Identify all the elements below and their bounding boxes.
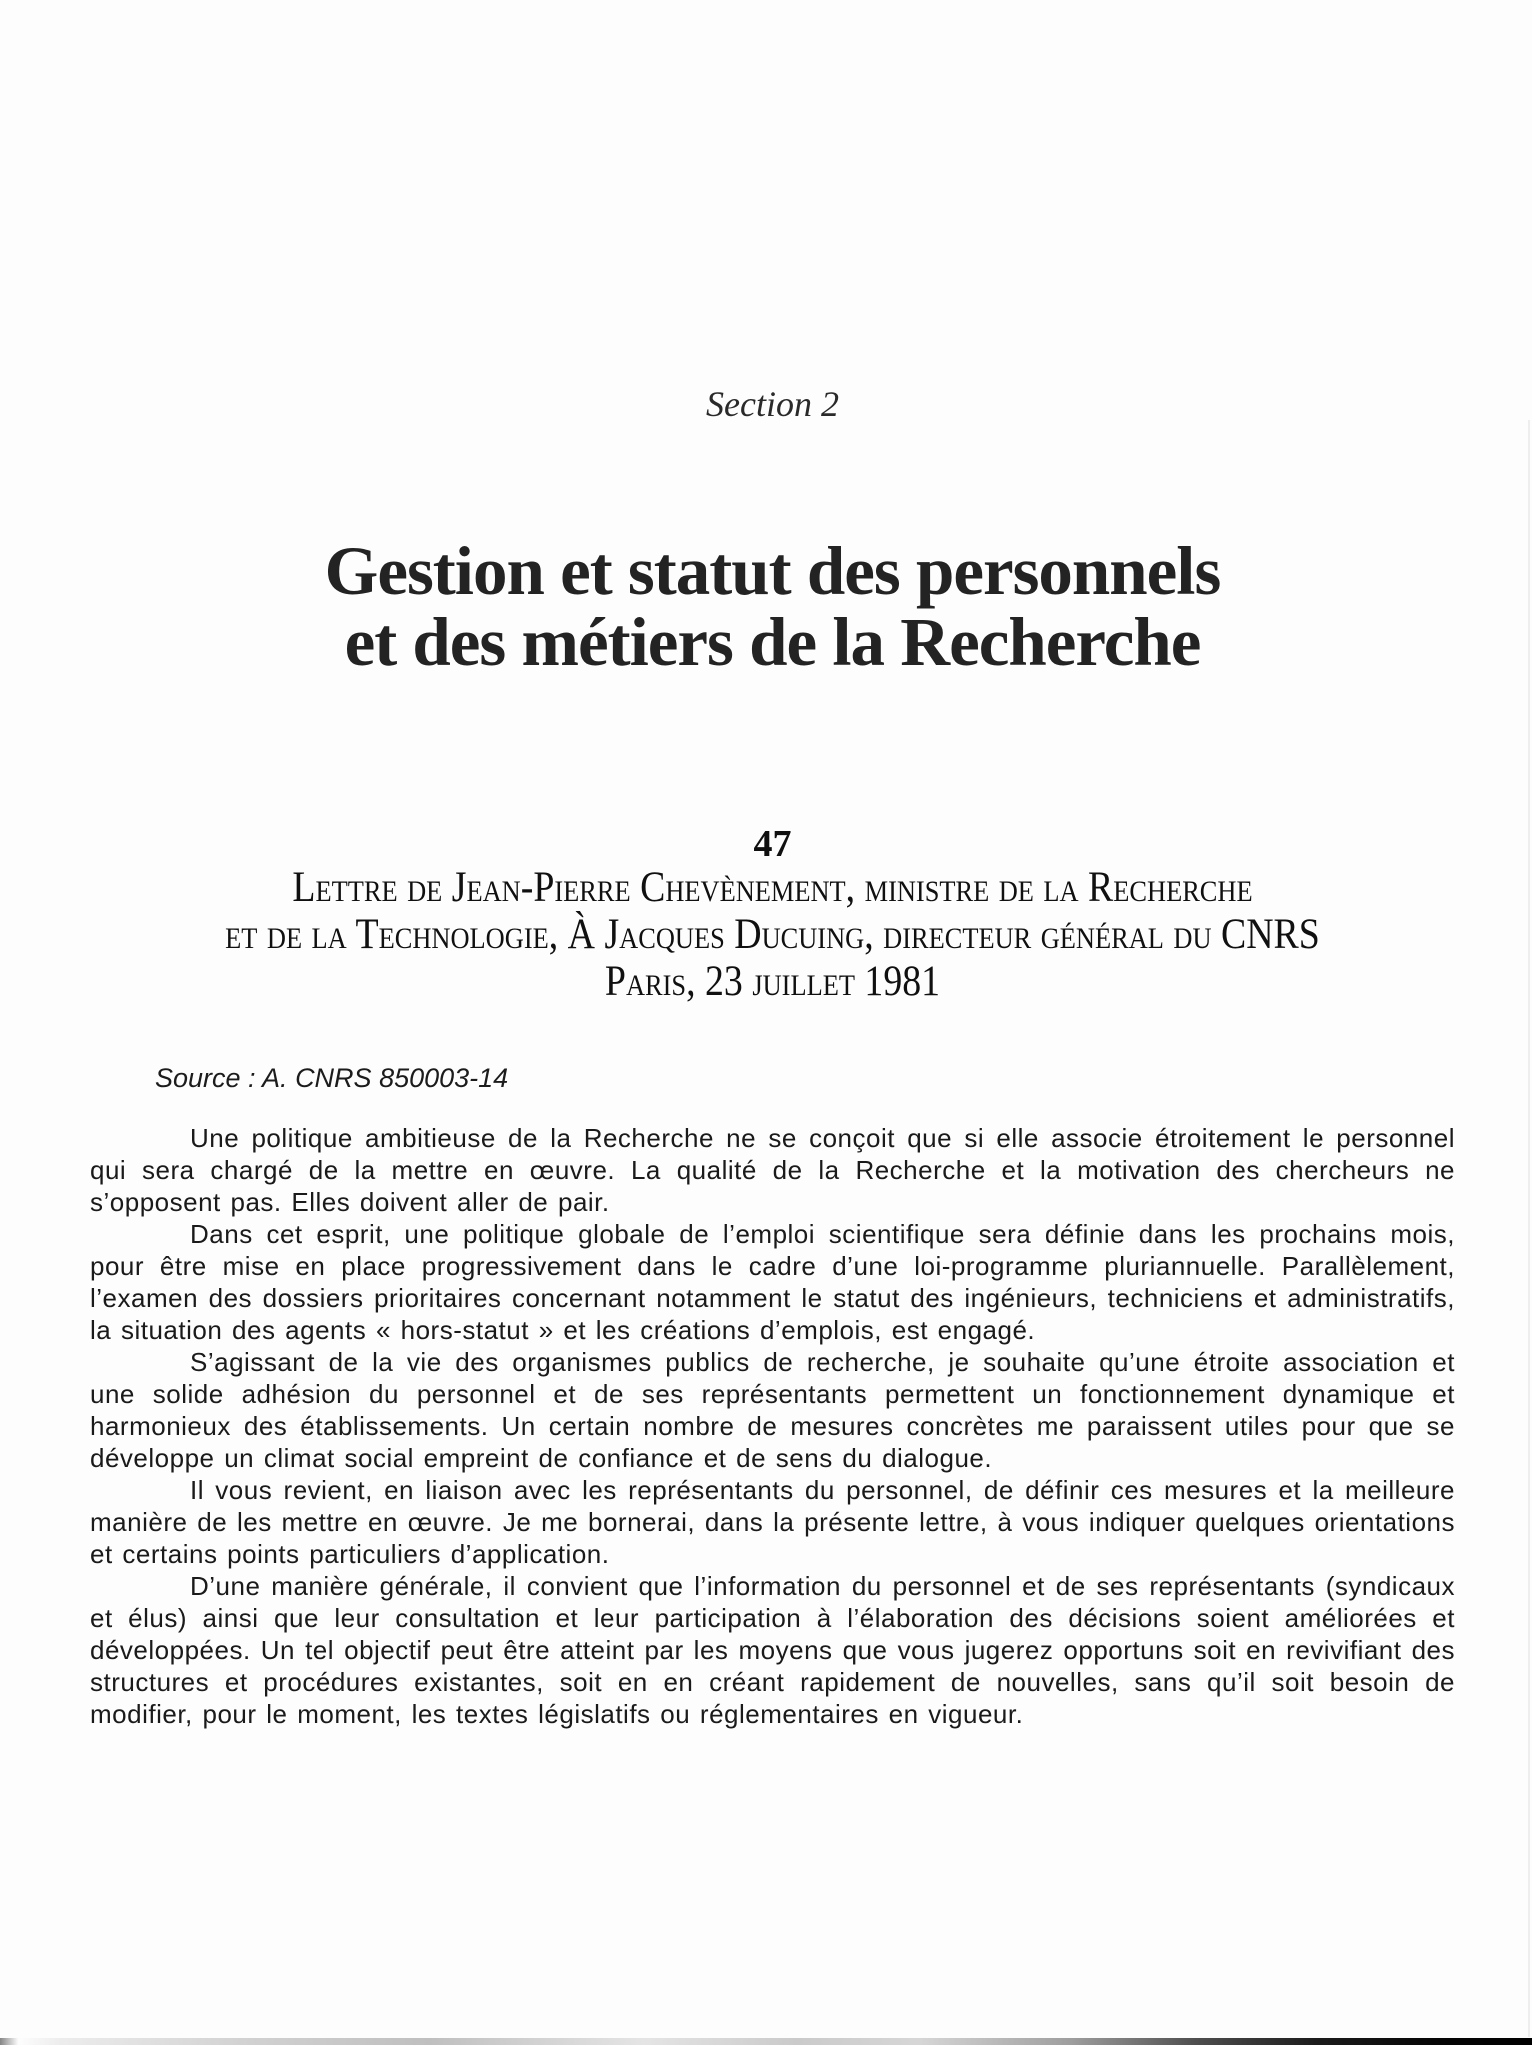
paragraph: Dans cet esprit, une politique globale de l’emploi scientifique sera définie dans les prochains mois, pour être mise en place progressivement dans le cadre d’une loi-programme pluriannuelle. Parallèlement, l’examen des dossiers prioritaires concernant notamment le statut des ingénieurs, techniciens et administratifs, la situation des agents « hors-statut » et les créations d’emplois, est engagé. bbox=[90, 1219, 1455, 1345]
paragraph: Il vous revient, en liaison avec les représentants du personnel, de définir ces mesures et la meilleure manière de les mettre en œuvre. Je me bornerai, dans la présente lettre, à vous indiquer quelques orientations et certains points particuliers d’application. bbox=[90, 1475, 1455, 1569]
document-number: 47 bbox=[753, 823, 792, 865]
paragraph: D’une manière générale, il convient que l’information du personnel et de ses représentants (syndicaux et élus) ainsi que leur consultation et leur participation à l’élaboration des décisions soient améliorées et développées. Un tel objectif peut être atteint par les moyens que vous jugerez opportuns soit en revivifiant des structures et procédures existantes, soit en en créant rapidement de nouvelles, sans qu’il soit besoin de modifier, pour le moment, les textes législatifs ou réglementaires en vigueur. bbox=[90, 1571, 1455, 1729]
source-reference: Source : A. CNRS 850003-14 bbox=[155, 1063, 509, 1093]
paragraph: S’agissant de la vie des organismes publics de recherche, je souhaite qu’une étroite association et une solide adhésion du personnel et de ses représentants permettent un fonctionnement dynamique et harmonieux des établissements. Un certain nombre de mesures concrètes me paraissent utiles pour que se développe un climat social empreint de confiance et de sens du dialogue. bbox=[90, 1347, 1455, 1473]
letter-heading-line-2: et de la Technologie, À Jacques Ducuing, directeur général du CNRS bbox=[225, 911, 1320, 958]
letter-heading-line-3: Paris, 23 juillet 1981 bbox=[604, 958, 941, 1005]
paragraph: Une politique ambitieuse de la Recherche ne se conçoit que si elle associe étroitement le personnel qui sera chargé de la mettre en œuvre. La qualité de la Recherche et la motivation des chercheurs ne s’opposent pas. Elles doivent aller de pair. bbox=[90, 1123, 1455, 1217]
letter-heading-line-1: Lettre de Jean-Pierre Chevènement, ministre de la Recherche bbox=[292, 864, 1253, 911]
letter-body bbox=[90, 1122, 1455, 1730]
chapter-title-line-1: Gestion et statut des personnels bbox=[324, 533, 1221, 609]
letter-heading bbox=[90, 864, 1455, 1005]
chapter-title bbox=[90, 533, 1455, 680]
scan-artifact-right-edge bbox=[1528, 420, 1530, 2037]
scan-artifact-bottom-edge bbox=[0, 2038, 1532, 2045]
section-label: Section 2 bbox=[706, 384, 839, 424]
chapter-title-line-2: et des métiers de la Recherche bbox=[344, 604, 1201, 680]
